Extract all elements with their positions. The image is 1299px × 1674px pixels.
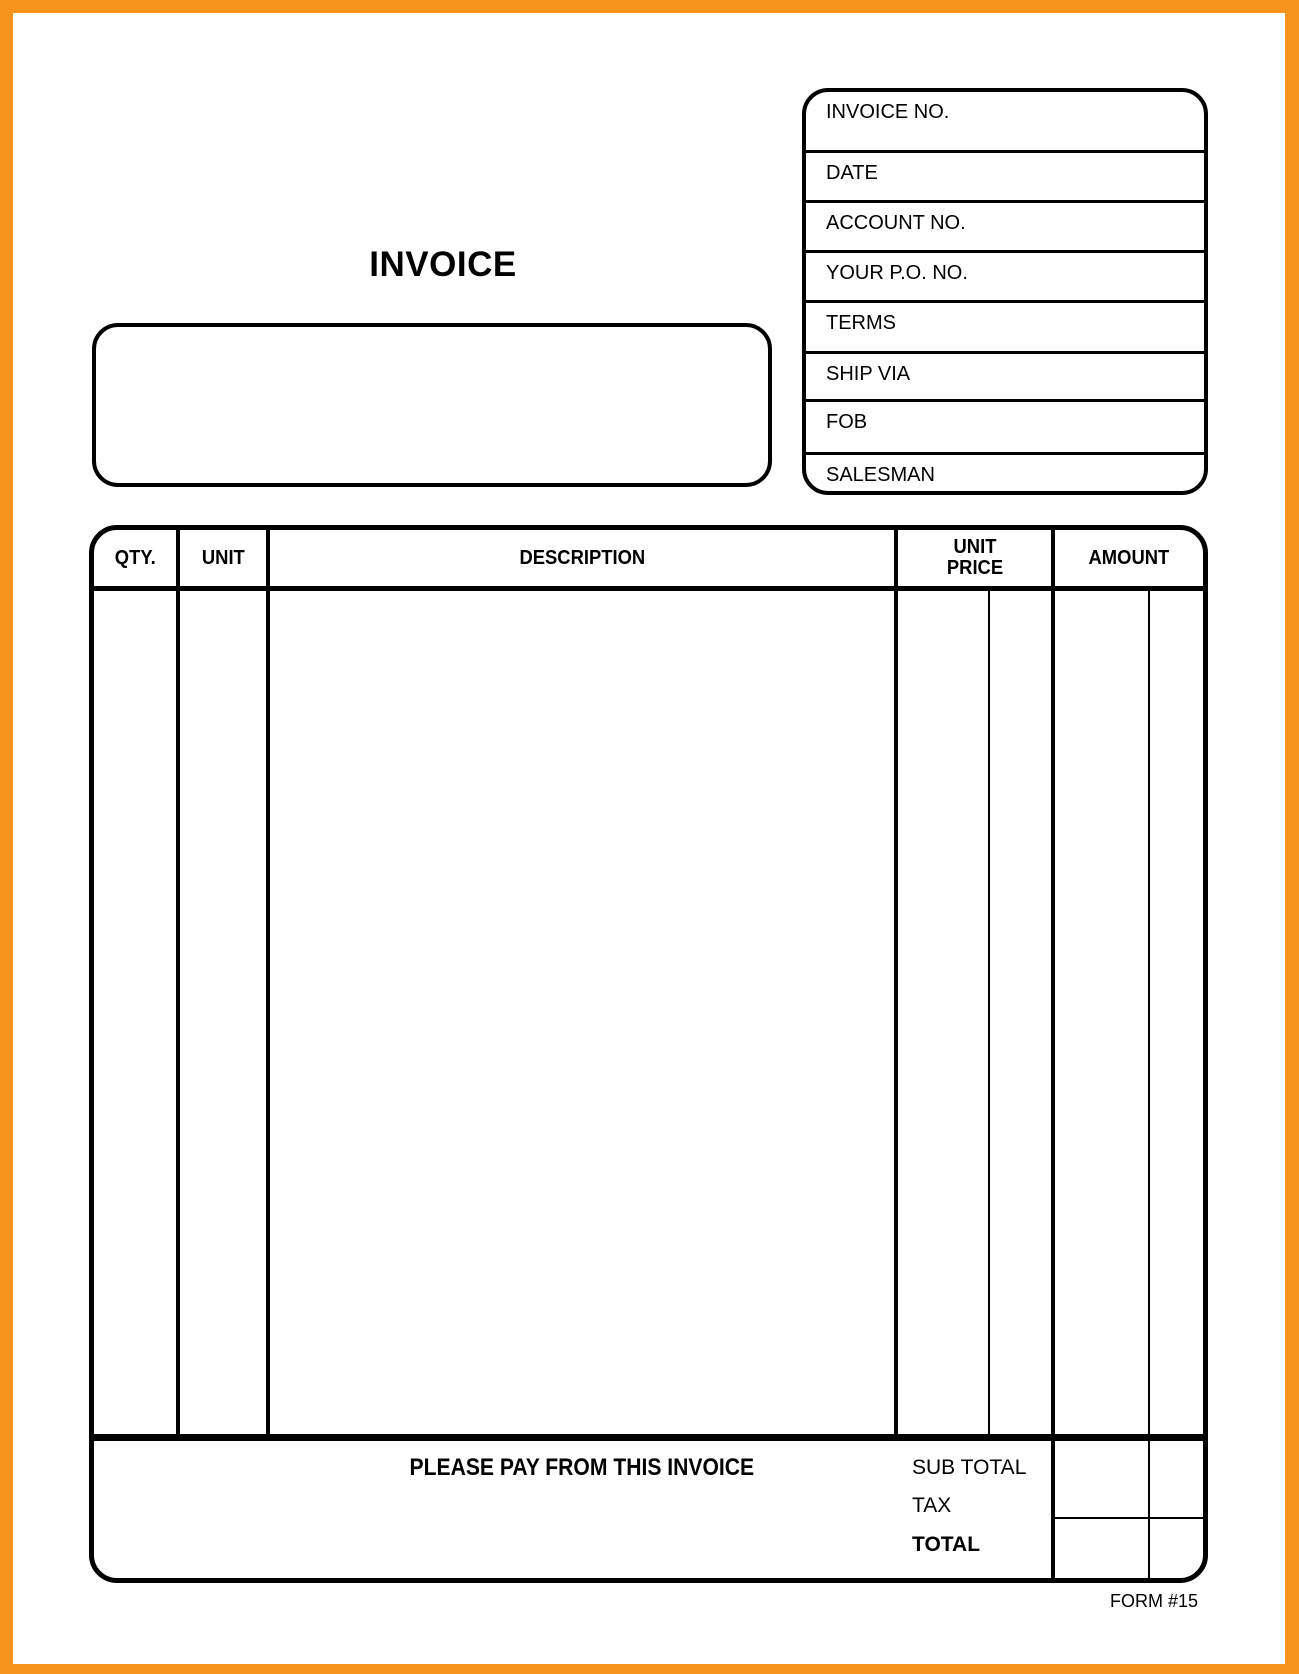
page-border-left	[0, 0, 13, 1674]
description-column-entry-area[interactable]	[270, 591, 894, 1434]
total-label: TOTAL	[912, 1533, 981, 1556]
field-po-no-label: YOUR P.O. NO.	[826, 262, 968, 284]
column-header-unit-price: UNIT PRICE	[946, 536, 1003, 579]
page-border-top	[0, 0, 1299, 13]
field-terms[interactable]	[806, 300, 1204, 351]
field-terms-label: TERMS	[826, 312, 896, 334]
qty-column-entry-area[interactable]	[94, 591, 176, 1434]
field-po-no[interactable]	[806, 250, 1204, 300]
field-date[interactable]	[806, 150, 1204, 200]
field-salesman-label: SALESMAN	[826, 464, 935, 486]
invoice-header-fields-box	[802, 88, 1208, 495]
column-header-unit: UNIT	[201, 546, 245, 569]
field-fob[interactable]	[806, 399, 1204, 452]
field-ship-via[interactable]	[806, 351, 1204, 399]
footer-divider-line	[94, 1434, 1203, 1441]
unit-column-entry-area[interactable]	[180, 591, 266, 1434]
field-salesman[interactable]	[806, 452, 1204, 491]
field-account-no-label: ACCOUNT NO.	[826, 212, 966, 234]
column-header-amount: AMOUNT	[1088, 546, 1170, 569]
field-invoice-no[interactable]	[806, 92, 1204, 150]
total-amount-cell[interactable]	[1055, 1519, 1203, 1578]
pay-from-invoice-message: PLEASE PAY FROM THIS INVOICE	[409, 1454, 755, 1481]
field-invoice-no-label: INVOICE NO.	[826, 101, 950, 123]
page-border-right	[1285, 0, 1299, 1674]
field-ship-via-label: SHIP VIA	[826, 363, 911, 385]
page-title: INVOICE	[369, 245, 517, 284]
subtotal-tax-amount-cell[interactable]	[1055, 1441, 1203, 1517]
tax-label: TAX	[912, 1494, 952, 1517]
form-number: FORM #15	[1109, 1591, 1198, 1611]
field-date-label: DATE	[826, 162, 878, 184]
column-header-description: DESCRIPTION	[519, 546, 645, 569]
bill-to-address-box[interactable]	[92, 323, 772, 487]
field-account-no[interactable]	[806, 200, 1204, 250]
unit-price-column-entry-area[interactable]	[898, 591, 1051, 1434]
column-header-qty: QTY.	[114, 546, 156, 569]
sub-total-label: SUB TOTAL	[912, 1456, 1027, 1479]
page-border-bottom	[0, 1664, 1299, 1674]
line-items-table	[89, 525, 1208, 1583]
amount-column-entry-area[interactable]	[1055, 591, 1203, 1434]
field-fob-label: FOB	[826, 411, 868, 433]
